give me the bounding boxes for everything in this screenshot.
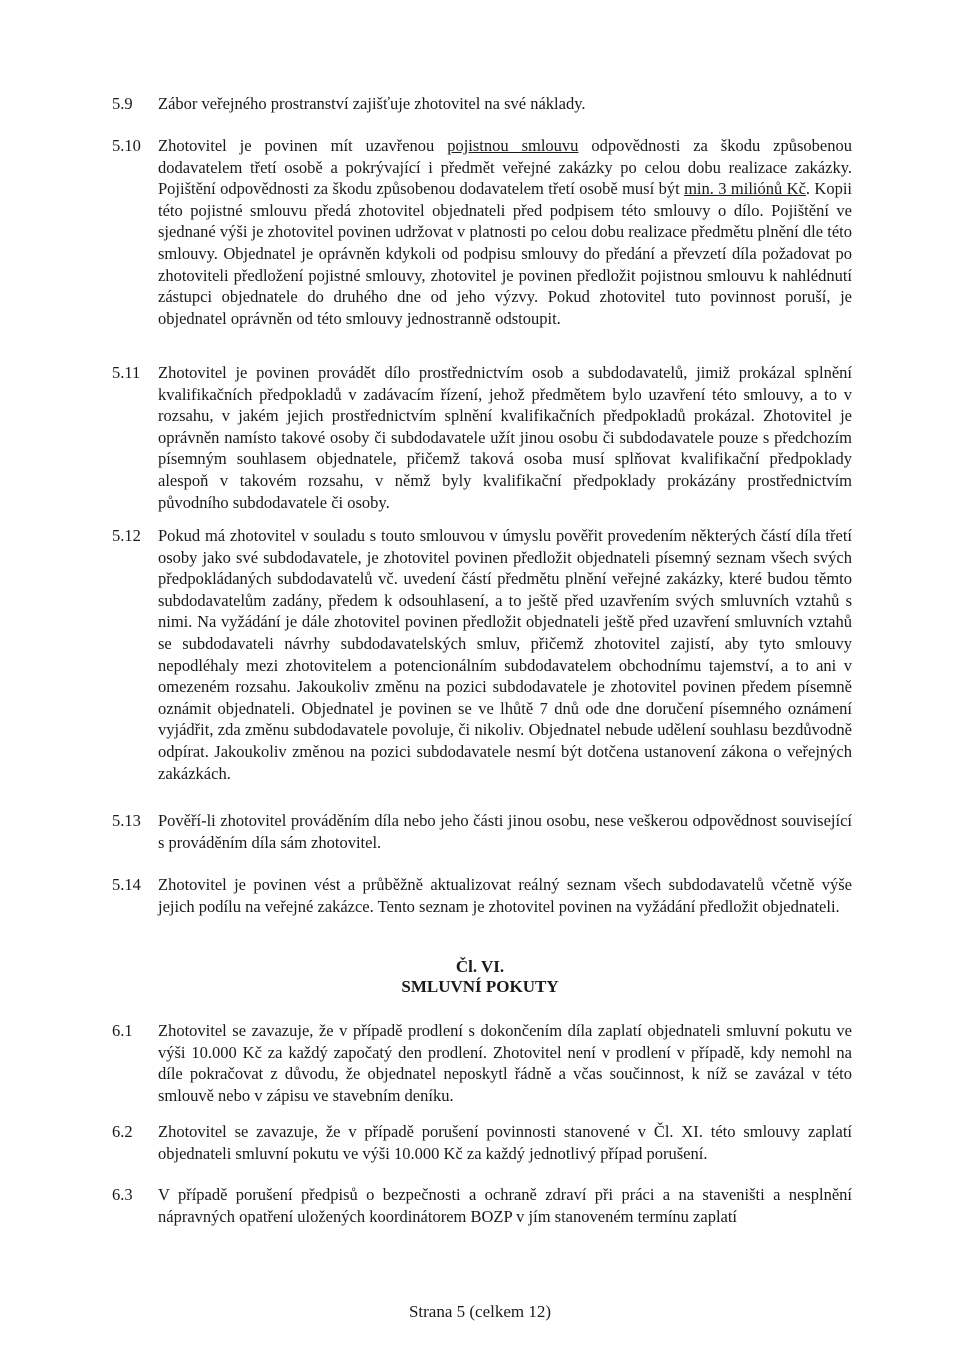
clause-text: Zhotovitel je povinen vést a průběžně aktualizovat reálný seznam všech subdodavatelů včetně výše jejich podílu na veřejné zakázce. Tento seznam je zhotovitel povinen na vyžádání předložit objednateli.: [158, 875, 852, 916]
clause-number: 5.14: [112, 875, 141, 894]
text-segment: odpovědnosti za škodu způsobenou dodavatelem třetí osobě a pokrývající i předmět veřejné zakázky po celou dobu realizace zakázky. Pojištění odpovědnosti za škodu způsobenou dodavatelem třetí osobě musí být: [158, 136, 852, 199]
clause-5-13: [112, 810, 852, 853]
clause-number: 5.12: [112, 526, 141, 545]
clause-number: 5.9: [112, 94, 133, 113]
clause-6-2: [112, 1121, 852, 1164]
clause-number: 5.13: [112, 811, 141, 830]
clause-text: Zhotovitel se zavazuje, že v případě porušení povinnosti stanovené v Čl. XI. této smlouvy zaplatí objednateli smluvní pokutu ve výši 10.000 Kč za každý jednotlivý případ porušení.: [158, 1122, 852, 1163]
clause-text: [158, 135, 852, 329]
clause-5-12: [112, 525, 852, 784]
clause-number: 6.3: [112, 1185, 133, 1204]
clause-5-10: [112, 135, 852, 329]
clause-text: Zábor veřejného prostranství zajišťuje zhotovitel na své náklady.: [158, 94, 586, 113]
clause-text: Zhotovitel se zavazuje, že v případě prodlení s dokončením díla zaplatí objednateli smluvní pokutu ve výši 10.000 Kč za každý započatý den prodlení. Zhotovitel není v prodlení v případě, kdy nemohl na díle pokračovat z důvodu, že objednatel neposkytl řádně a včas součinnost, k níž se zavázal v této smlouvě nebo v zápisu ve stavebním deníku.: [158, 1021, 852, 1105]
clause-5-14: [112, 874, 852, 917]
clause-number: 5.11: [112, 363, 141, 382]
clause-number: 6.2: [112, 1122, 133, 1141]
text-segment: . Kopii této pojistné smlouvu předá zhotovitel objednateli před podpisem této smlouvy o dílo. Pojištění ve sjednané výši je zhotovitel povinen udržovat v platnosti po celou dobu realizace předmětu plnění dle této smlouvy. Objednatel je oprávněn kdykoli od podpisu smlouvy do předání a převzetí díla požadovat po zhotoviteli předložení pojistné smlouvy, zhotovitel je povinen předložit pojistnou smlouvu k nahlédnutí zástupci objednatele do druhého dne od jeho výzvy. Pokud zhotovitel tuto povinnost poruší, je objednatel oprávněn od této smlouvy jednostranně odstoupit.: [158, 179, 852, 328]
text-segment: Zhotovitel je povinen mít uzavřenou: [158, 136, 448, 155]
section-title: SMLUVNÍ POKUTY: [401, 977, 559, 996]
clause-text: Zhotovitel je povinen provádět dílo prostřednictvím osob a subdodavatelů, jimiž prokázal splnění kvalifikačních předpokladů v zadávacím řízení, jehož předmětem bylo uzavření této smlouvy, a to v rozsahu, v jakém jejich prostřednictvím splnění kvalifikačních předpokladů prokázal. Zhotovitel je oprávněn namísto takové osoby či subdodavatele užít jinou osobu či subdodavatele pouze s předchozím písemným souhlasem objednatele, přičemž taková osoba musí splňovat kvalifikační předpoklady alespoň v takovém rozsahu, v němž byly kvalifikační předpoklady prokázány prostřednictvím původního subdodavatele či osoby.: [158, 363, 852, 512]
clause-6-1: [112, 1020, 852, 1106]
page-footer: Strana 5 (celkem 12): [408, 1302, 552, 1321]
clause-number: 6.1: [112, 1021, 133, 1040]
clause-text: Pověří-li zhotovitel prováděním díla nebo jeho části jinou osobu, nese veškerou odpovědnost související s prováděním díla sám zhotovitel.: [158, 811, 852, 852]
clause-text: Pokud má zhotovitel v souladu s touto smlouvou v úmyslu pověřit provedením některých částí díla třetí osoby jako své subdodavatele, je zhotovitel povinen předložit objednateli písemný seznam všech svých předpokládaných subdodavatelů vč. uvedení částí předmětu plnění veřejné zakázky, které budou těmto subdodavatelům zadány, předem k odsouhlasení, a to ještě před uzavřením svých smluvních vztahů s nimi. Na vyžádání je dále zhotovitel povinen předložit objednateli ještě před uzavření smluvních vztahů se subdodavateli návrhy subdodavatelských smluv, přičemž zhotovitel zajistí, aby tyto smlouvy nepodléhaly mezi zhotovitelem a potencionálním subdodavatelem obchodnímu tajemství, a to ani v omezeném rozsahu. Jakoukoliv změnu na pozici subdodavatele je zhotovitel povinen předem písemně oznámit objednateli. Objednatel je povinen se ve lhůtě 7 dnů ode dne doručení písemného oznámení vyjádřit, zda změnu subdodavatele povoluje, či nikoliv. Objednatel nebude udělení souhlasu bezdůvodně odpírat. Jakoukoliv změnou na pozici subdodavatele nesmí být dotčena ustanovení zákona o veřejných zakázkách.: [158, 526, 852, 783]
section-number: Čl. VI.: [455, 957, 505, 976]
clause-text: V případě porušení předpisů o bezpečnosti a ochraně zdraví při práci a na staveništi a nesplnění nápravných opatření uložených koordinátorem BOZP v jím stanoveném termínu zaplatí: [158, 1185, 852, 1226]
clause-5-11: [112, 362, 852, 513]
clause-5-9: [112, 93, 852, 115]
underlined-insurance: pojistnou smlouvu: [447, 136, 579, 155]
clause-number: 5.10: [112, 136, 141, 155]
clause-6-3: [112, 1184, 852, 1227]
underlined-amount: min. 3 miliónů Kč: [684, 179, 806, 199]
